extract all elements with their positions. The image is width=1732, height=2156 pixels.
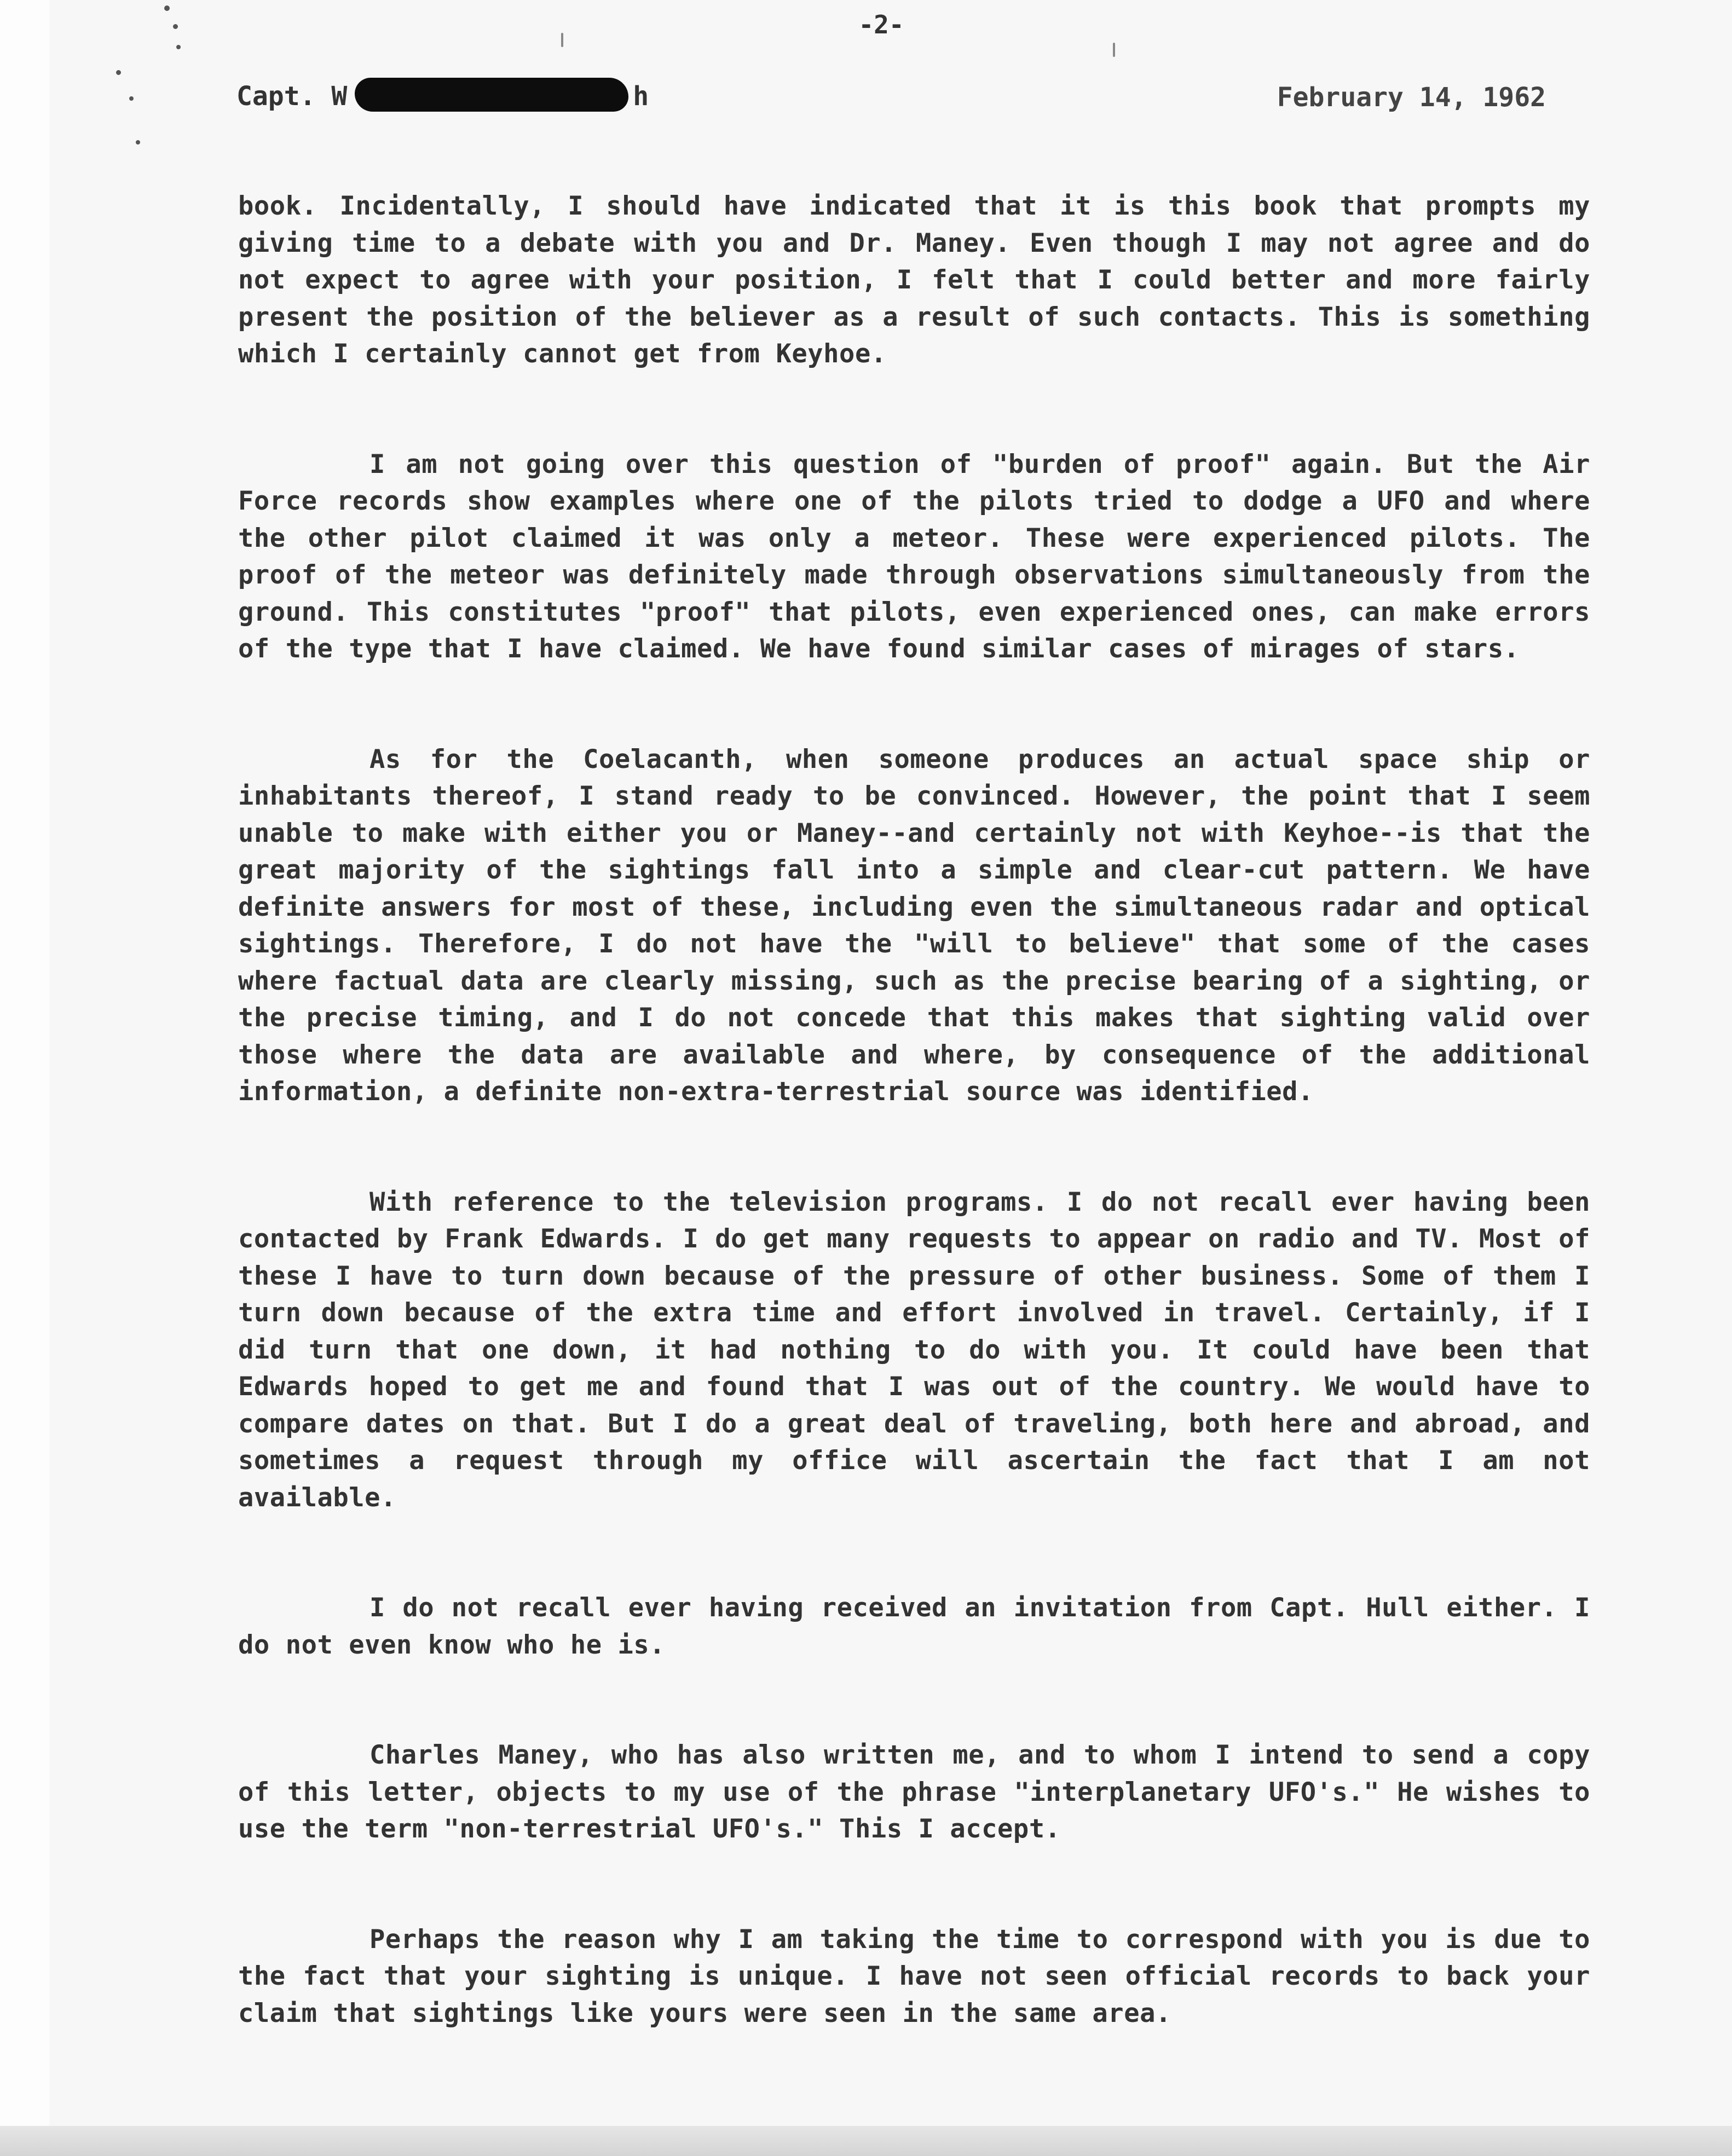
letter-body [238, 188, 1590, 2105]
addressee-suffix: h [633, 81, 649, 112]
paragraph-coelacanth: As for the Coelacanth, when someone produces an actual space ship or inhabitants thereof, I stand ready to be convinced. However, the point that I seem unable to make with either you or Maney--and certainly not with Keyhoe--is that the great majority of the sightings fall into a simple and clear-cut pattern. We have definite answers for most of these, including even the simultaneous radar and optical sightings. Therefore, I do not have the "will to believe" that some of the cases where factual data are clearly missing, such as the precise bearing of a sighting, or the precise timing, and I do not concede that this makes that sighting valid over those where the data are available and where, by consequence of the additional information, a definite non-extra-terrestrial source was identified. [238, 744, 1590, 1107]
scan-speck [116, 70, 121, 75]
paragraph-continuation: book. Incidentally, I should have indicated that it is this book that prompts my giving time to a debate with you and Dr. Maney. Even though I may not agree and do not expect to agree with your position, I felt that I could better and more fairly present the position of the believer as a result of such contacts. This is something which I certainly cannot get from Keyhoe. [238, 191, 1590, 369]
scan-speck [136, 140, 140, 144]
page-number: -2- [858, 10, 904, 39]
scan-margin [0, 0, 49, 2156]
scan-bottom-edge [0, 2126, 1732, 2156]
scan-speck [561, 33, 563, 47]
paragraph-sighting-unique: Perhaps the reason why I am taking the time to correspond with you is due to the fact that your sighting is unique. I have not seen official records to back your claim that sightings like yours were seen in the same area. [238, 1924, 1590, 2028]
paragraph-burden-of-proof: I am not going over this question of "burden of proof" again. But the Air Force records show examples where one of the pilots tried to dodge a UFO and where the other pilot claimed it was only a meteor. These were experienced pilots. The proof of the meteor was definitely made through observations simultaneously from the ground. This constitutes "proof" that pilots, even experienced ones, can make errors of the type that I have claimed. We have found similar cases of mirages of stars. [238, 449, 1590, 664]
scan-speck [129, 96, 134, 101]
paragraph-maney: Charles Maney, who has also written me, and to whom I intend to send a copy of this letter, objects to my use of the phrase "interplanetary UFO's." He wishes to use the term "non-terrestrial UFO's." This I accept. [238, 1740, 1590, 1844]
paragraph-television: With reference to the television programs. I do not recall ever having been contacted by Frank Edwards. I do get many requests to appear on radio and TV. Most of these I have to turn down because of the pressure of other business. Some of them I turn down because of the extra time and effort involved in travel. Certainly, if I did turn that one down, it had nothing to do with you. It could have been that Edwards hoped to get me and found that I was out of the country. We would have to compare dates on that. But I do a great deal of traveling, both here and abroad, and sometimes a request through my office will ascertain the fact that I am not available. [238, 1187, 1590, 1513]
addressee [236, 81, 649, 115]
letter-date: February 14, 1962 [1277, 82, 1546, 113]
redaction-mark [355, 78, 628, 112]
scan-speck [176, 45, 181, 49]
addressee-prefix: Capt. W [236, 81, 348, 112]
scan-speck [164, 5, 170, 11]
scan-speck [173, 24, 178, 29]
paragraph-capt-hull: I do not recall ever having received an invitation from Capt. Hull either. I do not even know who he is. [238, 1593, 1590, 1660]
scan-speck [1113, 43, 1115, 57]
